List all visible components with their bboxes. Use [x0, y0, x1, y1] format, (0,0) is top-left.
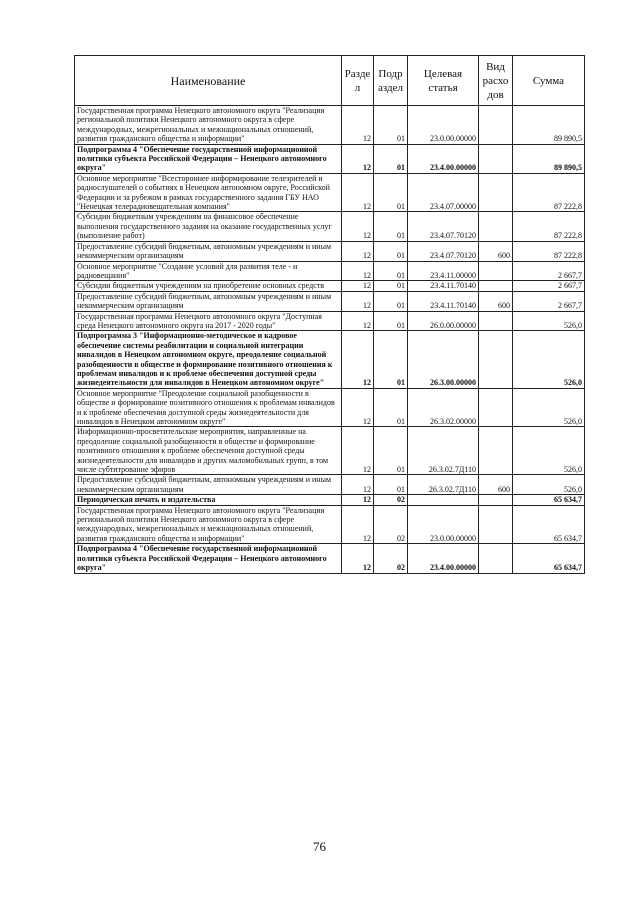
row-vid — [479, 281, 513, 291]
row-target: 26.3.00.00000 — [408, 331, 479, 388]
row-vid — [479, 388, 513, 427]
row-razdel: 12 — [342, 281, 374, 291]
row-razdel: 12 — [342, 291, 374, 311]
table-row — [75, 261, 585, 281]
row-name: Государственная программа Ненецкого автономного округа "Реализация региональной политики Ненецкого автономного округа в сфере международных, межрегиональных и межнациональных отношений, развития гражданского общества и информации" — [75, 106, 342, 145]
header-podrazdel: Подр аздел — [374, 56, 408, 106]
row-target: 23.0.00.00000 — [408, 505, 479, 544]
row-razdel: 12 — [342, 331, 374, 388]
row-sum: 65 634,7 — [513, 505, 585, 544]
header-target: Целевая статья — [408, 56, 479, 106]
row-vid — [479, 331, 513, 388]
row-razdel: 12 — [342, 388, 374, 427]
row-vid: 600 — [479, 475, 513, 495]
row-name: Предоставление субсидий бюджетным, автономным учреждениям и иным некоммерческим организациям — [75, 291, 342, 311]
row-podrazdel: 01 — [374, 241, 408, 261]
row-razdel: 12 — [342, 241, 374, 261]
row-vid — [479, 311, 513, 331]
row-razdel: 12 — [342, 475, 374, 495]
row-podrazdel: 01 — [374, 173, 408, 212]
row-sum: 65 634,7 — [513, 544, 585, 573]
row-sum: 526,0 — [513, 388, 585, 427]
table-row — [75, 291, 585, 311]
table-body — [75, 106, 585, 574]
row-sum: 87 222,8 — [513, 173, 585, 212]
row-razdel: 12 — [342, 495, 374, 505]
row-target: 23.4.07.00000 — [408, 173, 479, 212]
table-row — [75, 144, 585, 173]
row-name: Предоставление субсидий бюджетным, автономным учреждениям и иным некоммерческим организациям — [75, 475, 342, 495]
table-row — [75, 427, 585, 475]
row-target: 23.4.11.00000 — [408, 261, 479, 281]
header-sum: Сумма — [513, 56, 585, 106]
table-row — [75, 544, 585, 573]
row-razdel: 12 — [342, 427, 374, 475]
row-name: Основное мероприятие "Создание условий для развития теле - и радиовещания" — [75, 261, 342, 281]
row-razdel: 12 — [342, 505, 374, 544]
row-target: 26.3.02.7Д110 — [408, 475, 479, 495]
row-podrazdel: 01 — [374, 427, 408, 475]
row-name: Субсидии бюджетным учреждениям на финансовое обеспечение выполнения государственного задания на оказание государственных услуг (выполнение работ) — [75, 212, 342, 241]
header-name: Наименование — [75, 56, 342, 106]
row-vid — [479, 544, 513, 573]
row-podrazdel: 01 — [374, 212, 408, 241]
row-podrazdel: 01 — [374, 106, 408, 145]
row-name: Основное мероприятие "Преодоление социальной разобщенности в обществе и формирование позитивного отношения к проблемам инвалидов и к проблеме обеспечения доступной среды жизнедеятельности для инвалидов в Ненецком автономном округе" — [75, 388, 342, 427]
row-target: 23.4.00.00000 — [408, 544, 479, 573]
row-podrazdel: 01 — [374, 475, 408, 495]
table-row — [75, 173, 585, 212]
row-sum: 2 667,7 — [513, 291, 585, 311]
row-sum: 526,0 — [513, 475, 585, 495]
page-number: 76 — [313, 839, 326, 854]
row-razdel: 12 — [342, 173, 374, 212]
row-vid — [479, 212, 513, 241]
row-name: Подпрограмма 4 "Обеспечение государственной информационной политики субъекта Российской Федерации – Ненецкого автономного округа" — [75, 544, 342, 573]
table-row — [75, 241, 585, 261]
row-target: 26.3.02.00000 — [408, 388, 479, 427]
row-sum: 2 667,7 — [513, 281, 585, 291]
row-razdel: 12 — [342, 311, 374, 331]
row-sum: 526,0 — [513, 331, 585, 388]
row-target: 23.4.00.00000 — [408, 144, 479, 173]
table-row — [75, 331, 585, 388]
table-row — [75, 281, 585, 291]
row-name: Подпрограмма 4 "Обеспечение государственной информационной политики субъекта Российской Федерации – Ненецкого автономного округа" — [75, 144, 342, 173]
row-name: Периодическая печать и издательства — [75, 495, 342, 505]
row-target: 23.0.00.00000 — [408, 106, 479, 145]
row-vid — [479, 106, 513, 145]
table-row — [75, 505, 585, 544]
row-sum: 87 222,8 — [513, 212, 585, 241]
table-row — [75, 106, 585, 145]
row-razdel: 12 — [342, 144, 374, 173]
row-vid — [479, 495, 513, 505]
row-vid: 600 — [479, 241, 513, 261]
row-razdel: 12 — [342, 261, 374, 281]
row-name: Государственная программа Ненецкого автономного округа "Реализация региональной политики Ненецкого автономного округа в сфере международных, межрегиональных и межнациональных отношений, развития гражданского общества и информации" — [75, 505, 342, 544]
row-sum: 89 890,5 — [513, 106, 585, 145]
table-row — [75, 495, 585, 505]
row-sum: 65 634,7 — [513, 495, 585, 505]
table-row — [75, 311, 585, 331]
row-name: Информационно-просветительские мероприятия, направленные на преодоление социальной разобщенности в обществе и формирование позитивного отношения к проблеме обеспечения доступной среды жизнедеятельности для инвалидов и других маломобильных групп, в том числе субтитрование эфиров — [75, 427, 342, 475]
row-podrazdel: 01 — [374, 144, 408, 173]
row-podrazdel: 01 — [374, 331, 408, 388]
row-podrazdel: 01 — [374, 281, 408, 291]
row-name: Государственная программа Ненецкого автономного округа "Доступная среда Ненецкого автономного округа на 2017 - 2020 годы" — [75, 311, 342, 331]
row-podrazdel: 01 — [374, 388, 408, 427]
row-vid — [479, 505, 513, 544]
row-podrazdel: 01 — [374, 291, 408, 311]
row-name: Основное мероприятие "Всестороннее информирование телезрителей и радиослушателей о событиях в Ненецком автономном округе, Российской Федерации и за рубежом в рамках государственного задания ГБУ НАО "Ненецкая телерадиовещательная компания" — [75, 173, 342, 212]
row-podrazdel: 01 — [374, 311, 408, 331]
row-razdel: 12 — [342, 212, 374, 241]
row-sum: 87 222,8 — [513, 241, 585, 261]
table-row — [75, 212, 585, 241]
row-vid — [479, 261, 513, 281]
row-podrazdel: 02 — [374, 505, 408, 544]
row-sum: 2 667,7 — [513, 261, 585, 281]
row-podrazdel: 01 — [374, 261, 408, 281]
row-vid — [479, 144, 513, 173]
row-target: 26.0.00.00000 — [408, 311, 479, 331]
row-razdel: 12 — [342, 544, 374, 573]
row-podrazdel: 02 — [374, 544, 408, 573]
row-name: Подпрограмма 3 "Информационно-методическое и кадровое обеспечение системы реабилитации и социальной интеграции инвалидов в Ненецком автономном округе, преодоление социальной разобщенности в обществе и формирование позитивного отношения к проблемам инвалидов и к проблеме обеспечения доступной среды жизнедеятельности для инвалидов в Ненецком автономном округе" — [75, 331, 342, 388]
row-sum: 526,0 — [513, 311, 585, 331]
row-razdel: 12 — [342, 106, 374, 145]
budget-table — [74, 55, 585, 574]
table-row — [75, 388, 585, 427]
row-target: 23.4.07.70120 — [408, 212, 479, 241]
row-name: Субсидии бюджетным учреждениям на приобретение основных средств — [75, 281, 342, 291]
row-vid — [479, 427, 513, 475]
table-row — [75, 475, 585, 495]
header-razdel: Разде л — [342, 56, 374, 106]
row-target: 23.4.11.70140 — [408, 281, 479, 291]
row-sum: 526,0 — [513, 427, 585, 475]
row-sum: 89 890,5 — [513, 144, 585, 173]
row-vid: 600 — [479, 291, 513, 311]
row-vid — [479, 173, 513, 212]
row-target — [408, 495, 479, 505]
row-target: 23.4.07.70120 — [408, 241, 479, 261]
header-vid: Вид расхо дов — [479, 56, 513, 106]
row-target: 23.4.11.70140 — [408, 291, 479, 311]
row-name: Предоставление субсидий бюджетным, автономным учреждениям и иным некоммерческим организациям — [75, 241, 342, 261]
table-header-row — [75, 56, 585, 106]
row-target: 26.3.02.7Д110 — [408, 427, 479, 475]
row-podrazdel: 02 — [374, 495, 408, 505]
